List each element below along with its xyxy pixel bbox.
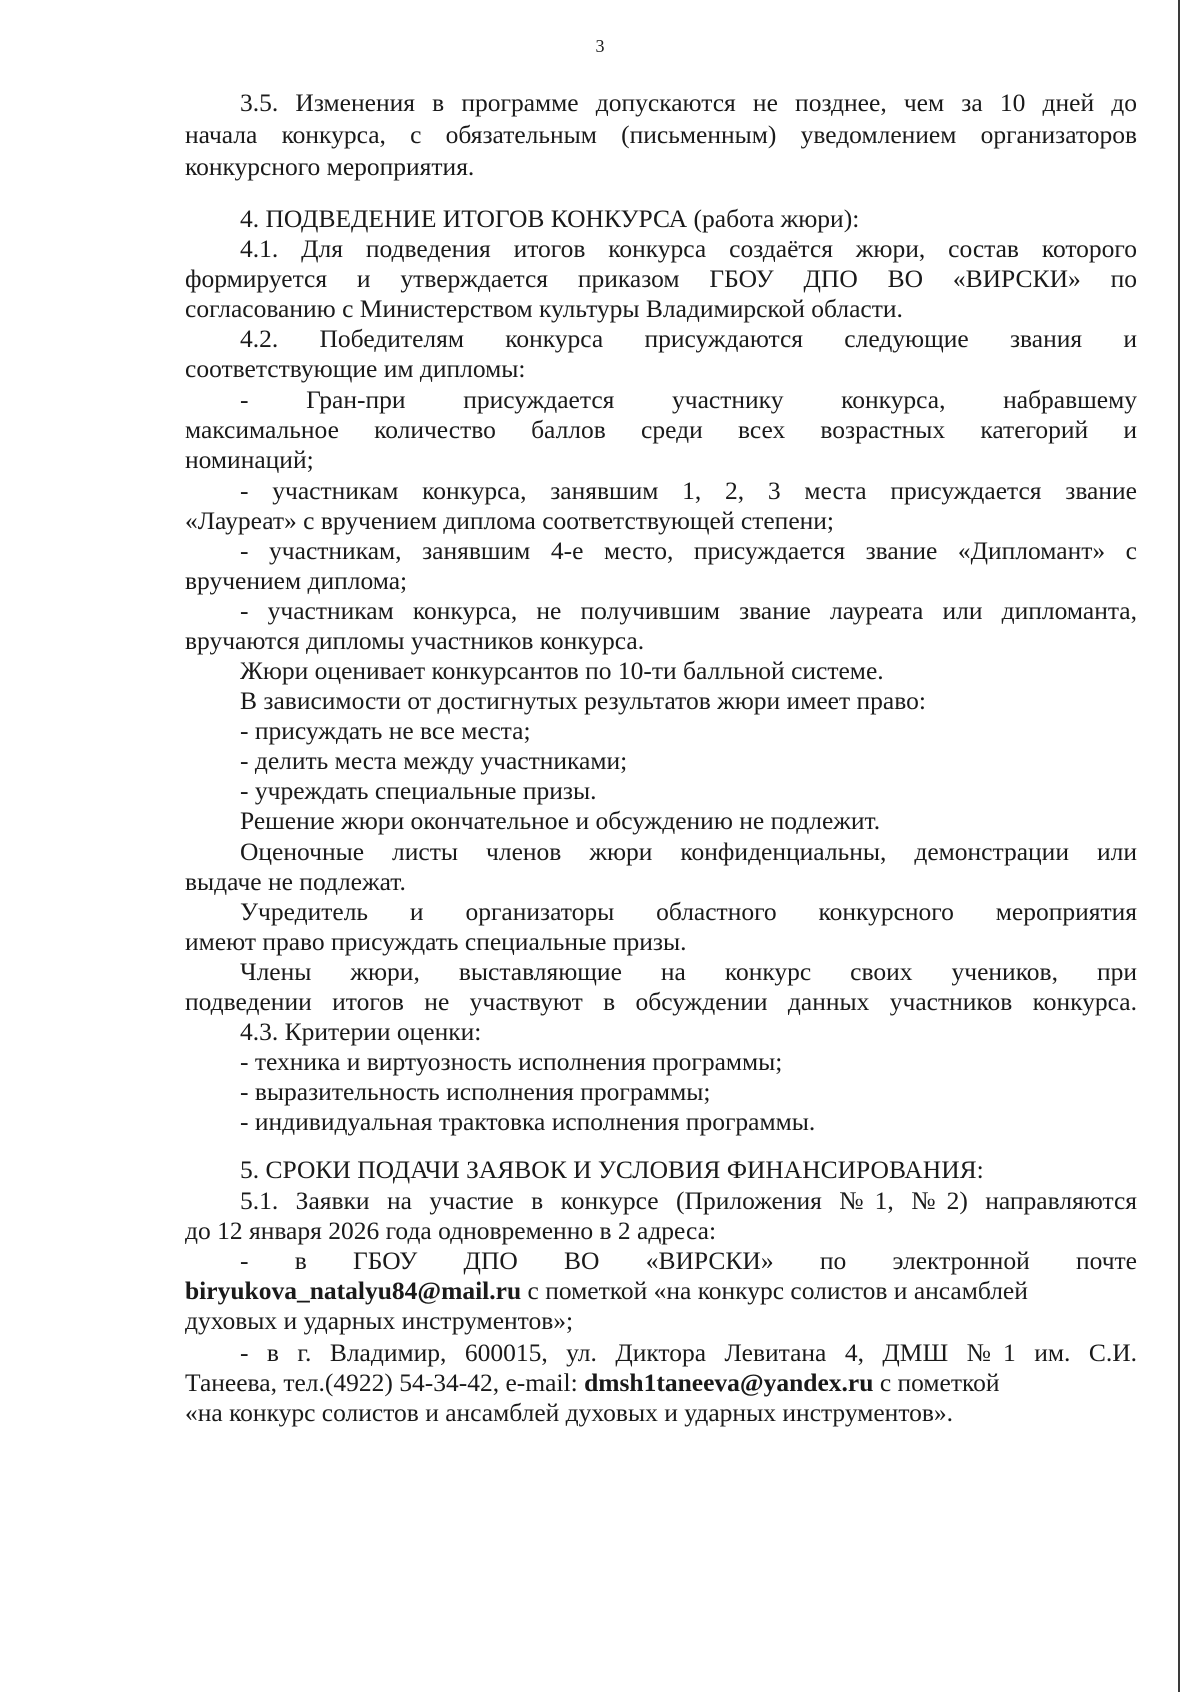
paragraph-line: - в ГБОУ ДПО ВО «ВИРСКИ» по электронной почте (240, 1246, 1137, 1275)
contact-line-after: с пометкой (873, 1368, 1000, 1397)
email-link[interactable]: dmsh1taneeva@yandex.ru (584, 1368, 874, 1397)
paragraph-line: вручением диплома; (185, 566, 408, 595)
paragraph-line: максимальное количество баллов среди всех возрастных категорий и (185, 415, 1137, 444)
paragraph-line: выдаче не подлежат. (185, 867, 406, 896)
paragraph-line: конкурсного мероприятия. (185, 152, 475, 181)
paragraph-line: подведении итогов не участвуют в обсуждении данных участников конкурса. (185, 987, 1137, 1016)
contact-line-before: Танеева, тел.(4922) 54-34-42, e-mail: (185, 1368, 585, 1397)
paragraph-line: Жюри оценивает конкурсантов по 10-ти балльной системе. (240, 656, 884, 685)
email-link[interactable]: biryukova_natalyu84@mail.ru (185, 1276, 522, 1305)
paragraph-line: 3.5. Изменения в программе допускаются не позднее, чем за 10 дней до (240, 88, 1137, 117)
paragraph-line: 4.1. Для подведения итогов конкурса создаётся жюри, состав которого (240, 234, 1137, 263)
list-item: - присуждать не все места; (240, 716, 531, 745)
paragraph-line: духовых и ударных инструментов»; (185, 1306, 574, 1335)
paragraph-line: начала конкурса, с обязательным (письменным) уведомлением организаторов (185, 120, 1137, 149)
paragraph-line: согласованию с Министерством культуры Владимирской области. (185, 294, 903, 323)
paragraph-line: номинаций; (185, 445, 314, 474)
paragraph-line: 5.1. Заявки на участие в конкурсе (Приложения №1, №2) направляются (240, 1186, 1137, 1215)
paragraph-line: формируется и утверждается приказом ГБОУ ДПО ВО «ВИРСКИ» по (185, 264, 1137, 293)
paragraph-line: - участникам конкурса, занявшим 1, 2, 3 места присуждается звание (240, 476, 1137, 505)
paragraph-line: Решение жюри окончательное и обсуждению не подлежит. (240, 806, 881, 835)
list-item: - учреждать специальные призы. (240, 776, 597, 805)
paragraph-line: - участникам конкурса, не получившим звание лауреата или дипломанта, (240, 596, 1137, 625)
paragraph-line: соответствующие им дипломы: (185, 354, 526, 383)
list-item: - делить места между участниками; (240, 746, 628, 775)
paragraph-line: - Гран-при присуждается участнику конкурса, набравшему (240, 385, 1137, 414)
paragraph-line: В зависимости от достигнутых результатов жюри имеет право: (240, 686, 926, 715)
paragraph-line: вручаются дипломы участников конкурса. (185, 626, 645, 655)
paragraph-line: имеют право присуждать специальные призы. (185, 927, 687, 956)
paragraph-line: «Лауреат» с вручением диплома соответствующей степени; (185, 506, 835, 535)
paragraph-line: Учредитель и организаторы областного конкурсного мероприятия (240, 897, 1137, 926)
paragraph-line: «на конкурс солистов и ансамблей духовых и ударных инструментов». (185, 1398, 954, 1427)
paragraph-line: 4.2. Победителям конкурса присуждаются следующие звания и (240, 324, 1137, 353)
paragraph-line (185, 1368, 1137, 1398)
section-heading: 4. ПОДВЕДЕНИЕ ИТОГОВ КОНКУРСА (работа жюри): (240, 204, 860, 233)
paragraph-line: Члены жюри, выставляющие на конкурс своих учеников, при (240, 957, 1137, 986)
email-line-rest: с пометкой «на конкурс солистов и ансамблей (521, 1276, 1028, 1305)
paragraph-line: - участникам, занявшим 4-е место, присуждается звание «Дипломант» с (240, 536, 1137, 565)
list-item: - индивидуальная трактовка исполнения программы. (240, 1107, 816, 1136)
paragraph-line: Оценочные листы членов жюри конфиденциальны, демонстрации или (240, 837, 1137, 866)
paragraph-line: - в г. Владимир, 600015, ул. Диктора Левитана 4, ДМШ №1 им. С.И. (240, 1338, 1137, 1367)
list-item: - выразительность исполнения программы; (240, 1077, 711, 1106)
page-edge-line (1178, 0, 1180, 1692)
paragraph-line: 4.3. Критерии оценки: (240, 1017, 482, 1046)
page-number: 3 (595, 36, 605, 56)
section-heading: 5. СРОКИ ПОДАЧИ ЗАЯВОК И УСЛОВИЯ ФИНАНСИРОВАНИЯ: (240, 1155, 984, 1184)
paragraph-line (185, 1276, 1137, 1306)
paragraph-line: до 12 января 2026 года одновременно в 2 адреса: (185, 1216, 717, 1245)
list-item: - техника и виртуозность исполнения программы; (240, 1047, 783, 1076)
